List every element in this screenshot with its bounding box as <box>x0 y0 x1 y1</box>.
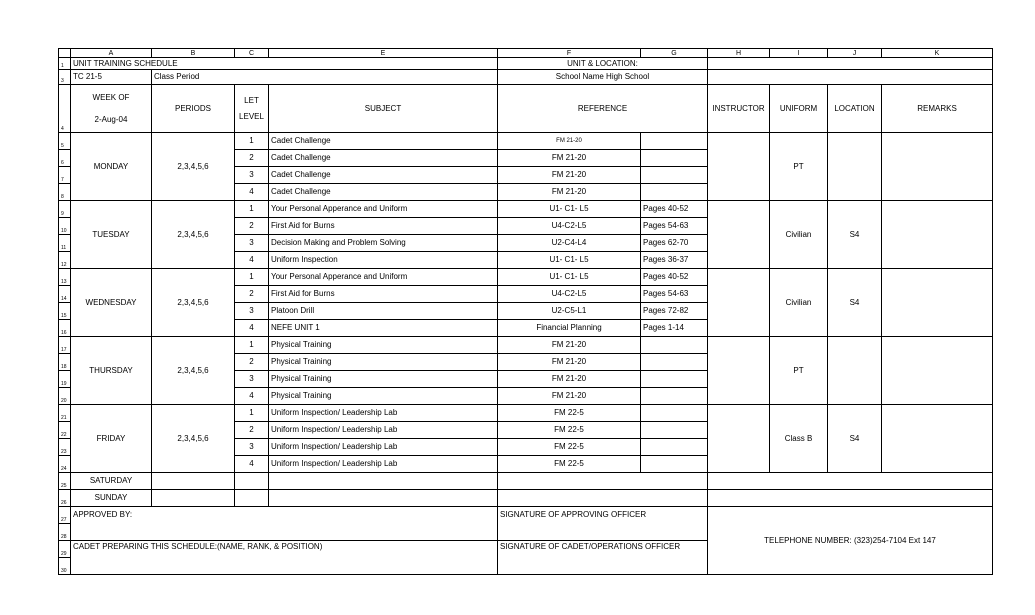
remarks[interactable] <box>882 269 993 337</box>
week-date: 2-Aug-04 <box>94 114 128 124</box>
blank-cell[interactable] <box>269 473 498 490</box>
reference[interactable]: FM 21-20 <box>498 150 641 167</box>
row-number[interactable]: 23 <box>59 439 71 456</box>
column-header[interactable]: K <box>882 49 993 58</box>
row-number[interactable]: 24 <box>59 456 71 473</box>
row-number[interactable]: 11 <box>59 235 71 252</box>
day-name[interactable]: FRIDAY <box>71 405 152 473</box>
row-number[interactable]: 30 <box>59 558 71 575</box>
instructor[interactable] <box>708 405 770 473</box>
reference[interactable]: FM 21-20 <box>498 354 641 371</box>
unit-location-label[interactable]: UNIT & LOCATION: <box>498 58 708 70</box>
let-level[interactable]: 2 <box>235 286 269 303</box>
reference[interactable]: FM 22-5 <box>498 405 641 422</box>
let-level[interactable]: 4 <box>235 184 269 201</box>
row-number[interactable]: 18 <box>59 354 71 371</box>
column-header[interactable]: J <box>828 49 882 58</box>
pages[interactable] <box>641 422 708 439</box>
subject[interactable]: Physical Training <box>269 337 498 354</box>
let-level[interactable]: 2 <box>235 422 269 439</box>
reference[interactable]: FM 21-20 <box>498 388 641 405</box>
blank-cell[interactable] <box>235 473 269 490</box>
telephone-number[interactable]: TELEPHONE NUMBER: (323)254-7104 Ext 147 <box>708 507 993 575</box>
periods[interactable]: 2,3,4,5,6 <box>152 133 235 201</box>
periods[interactable]: 2,3,4,5,6 <box>152 405 235 473</box>
reference[interactable]: FM 21-20 <box>498 337 641 354</box>
row-number[interactable]: 25 <box>59 473 71 490</box>
let-level[interactable]: 4 <box>235 388 269 405</box>
column-header[interactable]: F <box>498 49 641 58</box>
subject[interactable]: Cadet Challenge <box>269 150 498 167</box>
column-header[interactable]: C <box>235 49 269 58</box>
reference[interactable]: U4-C2-L5 <box>498 218 641 235</box>
pages[interactable] <box>641 439 708 456</box>
let-level[interactable]: 3 <box>235 235 269 252</box>
let-level[interactable]: 3 <box>235 167 269 184</box>
day-name[interactable]: TUESDAY <box>71 201 152 269</box>
row-number[interactable]: 26 <box>59 490 71 507</box>
blank-cell[interactable] <box>152 473 235 490</box>
row-number[interactable]: 15 <box>59 303 71 320</box>
uniform[interactable]: Civilian <box>770 201 828 269</box>
instructor[interactable] <box>708 269 770 337</box>
instructor[interactable] <box>708 337 770 405</box>
schedule-row <box>59 201 993 218</box>
pages[interactable] <box>641 337 708 354</box>
periods-header[interactable]: PERIODS <box>152 85 235 133</box>
periods[interactable]: 2,3,4,5,6 <box>152 201 235 269</box>
subject[interactable]: Uniform Inspection/ Leadership Lab <box>269 405 498 422</box>
reference-header[interactable]: REFERENCE <box>498 85 708 133</box>
row-number[interactable]: 14 <box>59 286 71 303</box>
remarks[interactable] <box>882 133 993 201</box>
let-level[interactable]: 4 <box>235 456 269 473</box>
location-header[interactable]: LOCATION <box>828 85 882 133</box>
subject[interactable]: Uniform Inspection/ Leadership Lab <box>269 422 498 439</box>
row-number[interactable]: 8 <box>59 184 71 201</box>
schedule-title[interactable]: UNIT TRAINING SCHEDULE <box>71 58 498 70</box>
let-level[interactable]: 3 <box>235 303 269 320</box>
let-level[interactable]: 3 <box>235 439 269 456</box>
blank-cell[interactable] <box>498 473 708 490</box>
pages[interactable] <box>641 167 708 184</box>
let-label: LET <box>244 95 259 105</box>
uniform[interactable]: Civilian <box>770 269 828 337</box>
reference[interactable]: FM 21-20 <box>498 167 641 184</box>
pages[interactable] <box>641 388 708 405</box>
pages[interactable]: Pages 40-52 <box>641 269 708 286</box>
subject[interactable]: Your Personal Apperance and Uniform <box>269 201 498 218</box>
row-number[interactable]: 20 <box>59 388 71 405</box>
row-number[interactable]: 21 <box>59 405 71 422</box>
approved-by[interactable]: APPROVED BY: <box>71 507 498 541</box>
pages[interactable]: Pages 54-63 <box>641 218 708 235</box>
day-name[interactable]: SUNDAY <box>71 490 152 507</box>
subject[interactable]: Physical Training <box>269 354 498 371</box>
uniform-header[interactable]: UNIFORM <box>770 85 828 133</box>
column-header[interactable]: A <box>71 49 152 58</box>
row-number[interactable]: 7 <box>59 167 71 184</box>
location[interactable]: S4 <box>828 201 882 269</box>
week-of-label: WEEK OF <box>92 92 130 102</box>
pages[interactable]: Pages 72-82 <box>641 303 708 320</box>
reference[interactable]: U4-C2-L5 <box>498 286 641 303</box>
location[interactable]: S4 <box>828 405 882 473</box>
reference[interactable]: FM 21-20 <box>498 371 641 388</box>
reference[interactable]: U2-C5-L1 <box>498 303 641 320</box>
let-level-header[interactable] <box>235 85 269 133</box>
uniform[interactable]: PT <box>770 337 828 405</box>
reference[interactable]: U1- C1- L5 <box>498 269 641 286</box>
row-number[interactable]: 19 <box>59 371 71 388</box>
let-level[interactable]: 2 <box>235 354 269 371</box>
row-number[interactable]: 28 <box>59 524 71 541</box>
schedule-row <box>59 405 993 422</box>
let-level[interactable]: 1 <box>235 337 269 354</box>
row-number[interactable]: 12 <box>59 252 71 269</box>
schedule-row <box>59 133 993 150</box>
column-header[interactable]: E <box>269 49 498 58</box>
reference[interactable]: U2-C4-L4 <box>498 235 641 252</box>
subject[interactable]: Your Personal Apperance and Uniform <box>269 269 498 286</box>
pages[interactable] <box>641 133 708 150</box>
pages[interactable] <box>641 371 708 388</box>
schedule-row <box>59 337 993 354</box>
subject[interactable]: First Aid for Burns <box>269 218 498 235</box>
reference[interactable]: Financial Planning <box>498 320 641 337</box>
let-level[interactable]: 4 <box>235 252 269 269</box>
row-number[interactable]: 17 <box>59 337 71 354</box>
pages[interactable]: Pages 62-70 <box>641 235 708 252</box>
subject[interactable]: Uniform Inspection/ Leadership Lab <box>269 439 498 456</box>
column-header-row <box>59 49 993 58</box>
remarks[interactable] <box>882 405 993 473</box>
remarks[interactable] <box>882 337 993 405</box>
column-header[interactable]: H <box>708 49 770 58</box>
weekend-row <box>59 490 993 507</box>
reference[interactable]: FM 21-20 <box>498 184 641 201</box>
blank-cell[interactable] <box>708 70 993 85</box>
subject[interactable]: NEFE UNIT 1 <box>269 320 498 337</box>
row-number[interactable]: 27 <box>59 507 71 524</box>
row-number[interactable]: 22 <box>59 422 71 439</box>
location[interactable] <box>828 133 882 201</box>
let-level[interactable]: 4 <box>235 320 269 337</box>
subject[interactable]: Cadet Challenge <box>269 167 498 184</box>
signature-cadet-officer[interactable]: SIGNATURE OF CADET/OPERATIONS OFFICER <box>498 541 708 575</box>
weekend-row <box>59 473 993 490</box>
row-number[interactable]: 4 <box>59 85 71 133</box>
reference[interactable]: U1- C1- L5 <box>498 201 641 218</box>
header-row <box>59 85 993 133</box>
reference[interactable]: FM 22-5 <box>498 456 641 473</box>
row-number[interactable]: 6 <box>59 150 71 167</box>
pages[interactable] <box>641 150 708 167</box>
row-number[interactable]: 3 <box>59 70 71 85</box>
reference[interactable]: U1- C1- L5 <box>498 252 641 269</box>
pages[interactable] <box>641 354 708 371</box>
let-level[interactable]: 1 <box>235 133 269 150</box>
row-number[interactable]: 1 <box>59 58 71 70</box>
pages[interactable]: Pages 54-63 <box>641 286 708 303</box>
row-number[interactable]: 16 <box>59 320 71 337</box>
column-header[interactable]: B <box>152 49 235 58</box>
blank-cell[interactable] <box>708 490 993 507</box>
row-number[interactable]: 9 <box>59 201 71 218</box>
day-name[interactable]: THURSDAY <box>71 337 152 405</box>
subject[interactable]: Uniform Inspection/ Leadership Lab <box>269 456 498 473</box>
subject-header[interactable]: SUBJECT <box>269 85 498 133</box>
instructor-header[interactable]: INSTRUCTOR <box>708 85 770 133</box>
blank-cell[interactable] <box>269 490 498 507</box>
reference[interactable]: FM 22-5 <box>498 439 641 456</box>
title-row <box>59 58 993 70</box>
subject[interactable]: Decision Making and Problem Solving <box>269 235 498 252</box>
signature-approving-officer[interactable]: SIGNATURE OF APPROVING OFFICER <box>498 507 708 541</box>
row-number[interactable]: 13 <box>59 269 71 286</box>
blank-cell[interactable] <box>498 490 708 507</box>
subject[interactable]: Platoon Drill <box>269 303 498 320</box>
let-level[interactable]: 2 <box>235 218 269 235</box>
pages[interactable]: Pages 1-14 <box>641 320 708 337</box>
let-level[interactable]: 1 <box>235 201 269 218</box>
pages[interactable]: Pages 40-52 <box>641 201 708 218</box>
periods[interactable]: 2,3,4,5,6 <box>152 269 235 337</box>
subject[interactable]: Cadet Challenge <box>269 184 498 201</box>
row-number[interactable]: 10 <box>59 218 71 235</box>
day-name[interactable]: WEDNESDAY <box>71 269 152 337</box>
remarks[interactable] <box>882 201 993 269</box>
blank-cell[interactable] <box>708 58 993 70</box>
location[interactable] <box>828 337 882 405</box>
pages[interactable] <box>641 184 708 201</box>
class-period[interactable]: Class Period <box>152 70 498 85</box>
blank-cell[interactable] <box>235 490 269 507</box>
subject[interactable]: Physical Training <box>269 371 498 388</box>
uniform[interactable]: PT <box>770 133 828 201</box>
schedule-row <box>59 269 993 286</box>
pages[interactable] <box>641 456 708 473</box>
pages[interactable]: Pages 36-37 <box>641 252 708 269</box>
location[interactable]: S4 <box>828 269 882 337</box>
blank-cell[interactable] <box>708 473 993 490</box>
instructor[interactable] <box>708 133 770 201</box>
let-level[interactable]: 3 <box>235 371 269 388</box>
day-name[interactable]: MONDAY <box>71 133 152 201</box>
pages[interactable] <box>641 405 708 422</box>
tc-row <box>59 70 993 85</box>
level-label: LEVEL <box>239 111 264 121</box>
let-level[interactable]: 1 <box>235 269 269 286</box>
tc-number[interactable]: TC 21-5 <box>71 70 152 85</box>
training-schedule-sheet <box>58 48 993 575</box>
row-number[interactable]: 5 <box>59 133 71 150</box>
column-header[interactable]: G <box>641 49 708 58</box>
subject[interactable]: Physical Training <box>269 388 498 405</box>
uniform[interactable]: Class B <box>770 405 828 473</box>
subject[interactable]: Uniform Inspection <box>269 252 498 269</box>
let-level[interactable]: 1 <box>235 405 269 422</box>
subject[interactable]: Cadet Challenge <box>269 133 498 150</box>
day-name[interactable]: SATURDAY <box>71 473 152 490</box>
row-number[interactable]: 29 <box>59 541 71 558</box>
column-header[interactable]: I <box>770 49 828 58</box>
week-of-header[interactable] <box>71 85 152 133</box>
let-level[interactable]: 2 <box>235 150 269 167</box>
reference[interactable]: FM 22-5 <box>498 422 641 439</box>
instructor[interactable] <box>708 201 770 269</box>
periods[interactable]: 2,3,4,5,6 <box>152 337 235 405</box>
cadet-preparing[interactable]: CADET PREPARING THIS SCHEDULE:(NAME, RANK, & POSITION) <box>71 541 498 575</box>
reference[interactable]: FM 21-20 <box>498 133 641 150</box>
subject[interactable]: First Aid for Burns <box>269 286 498 303</box>
school-name[interactable]: School Name High School <box>498 70 708 85</box>
footer-row <box>59 507 993 524</box>
column-header[interactable] <box>59 49 71 58</box>
blank-cell[interactable] <box>152 490 235 507</box>
remarks-header[interactable]: REMARKS <box>882 85 993 133</box>
